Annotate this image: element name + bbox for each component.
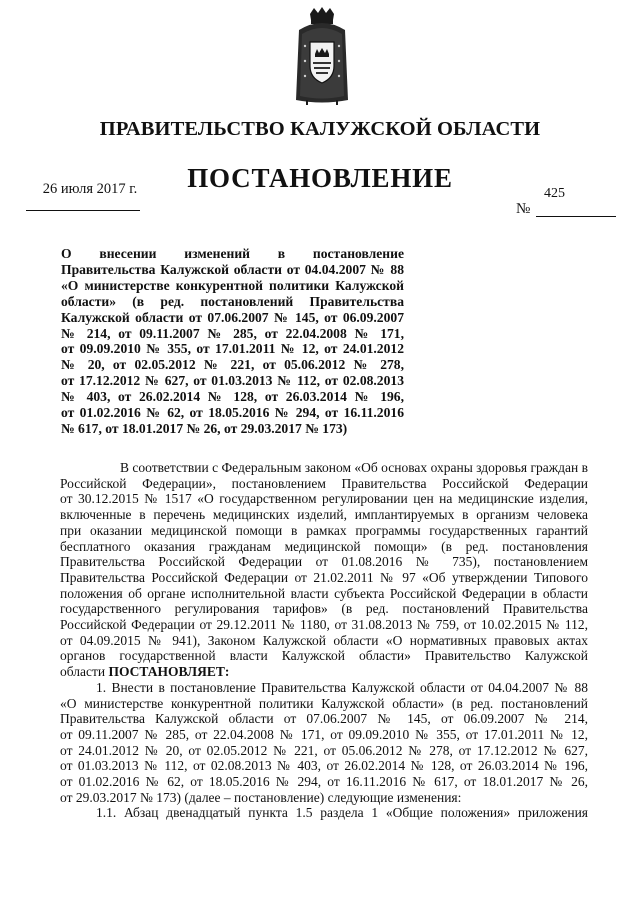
item-1-line: от 01.02.2016 № 62, от 18.05.2016 № 294, от 16.11.2016 № 617, от 18.01.2017 № 26,: [60, 774, 588, 790]
item-1-line: Правительства Калужской области от 07.06.2007 № 145, от 06.09.2007 № 214,: [60, 711, 588, 727]
subject-line: О внесении изменений в постановление: [61, 246, 404, 261]
preamble-line: бесплатного оказания гражданам медицинской помощи» (в ред. постановления: [60, 538, 588, 554]
date-underline: [26, 210, 140, 211]
number-underline: [536, 216, 616, 217]
coat-of-arms-emblem: [293, 6, 351, 106]
preamble-end-text: области: [60, 664, 106, 680]
item-1-line: 1. Внести в постановление Правительства Калужской области от 04.04.2007 № 88: [96, 679, 588, 695]
subject-line: № 617, от 18.01.2017 № 26, от 29.03.2017 № 173): [61, 420, 348, 436]
item-1-line: от 29.03.2017 № 173) (далее – постановление) следующие изменения:: [60, 789, 462, 805]
preamble-line: Правительства Российской Федерации от 21.02.2011 № 97 «Об утверждении Типового: [60, 569, 588, 585]
subject-line: № 20, от 02.05.2012 № 221, от 05.06.2012 № 278,: [61, 357, 404, 373]
preamble-line: Правительства Российской Федерации от 01.08.2016 № 735), постановлением: [60, 554, 588, 570]
item-1-line: от 09.11.2007 № 285, от 22.04.2008 № 171, от 09.09.2010 № 355, от 17.01.2011 № 12,: [60, 726, 588, 742]
preamble-line: положения об органе исполнительной власти субъекта Российской Федерации в области: [60, 585, 588, 601]
number-text: 425: [544, 186, 565, 201]
preamble-line: от 04.09.2015 № 941), Законом Калужской области «О нормативных правовых актах: [60, 632, 588, 648]
subject-line: № 403, от 26.02.2014 № 128, от 26.03.2014 № 196,: [61, 389, 404, 405]
government-title: ПРАВИТЕЛЬСТВО КАЛУЖСКОЙ ОБЛАСТИ: [99, 118, 541, 140]
preamble-line: Российской Федерации», постановлением Правительства Российской Федерации: [60, 475, 588, 491]
preamble-line: Российской Федерации от 29.12.2011 № 1180, от 31.08.2013 № 759, от 10.02.2015 № 112,: [60, 617, 588, 633]
subject-line: от 09.09.2010 № 355, от 17.01.2011 № 12, от 24.01.2012: [61, 341, 404, 357]
subject-line: от 01.02.2016 № 62, от 18.05.2016 № 294, от 16.11.2016: [61, 405, 404, 421]
document-type-title: ПОСТАНОВЛЕНИЕ: [187, 163, 453, 193]
preamble-line: В соответствии с Федеральным законом «Об основах охраны здоровья граждан в: [120, 460, 588, 475]
item-1-line: от 01.03.2013 № 112, от 02.08.2013 № 403, от 26.02.2014 № 128, от 26.03.2014 № 196,: [60, 758, 588, 774]
document-body: [60, 460, 588, 821]
document-date: [26, 181, 154, 211]
decree-word: ПОСТАНОВЛЯЕТ:: [108, 664, 230, 680]
subject-line: области» (в ред. постановлений Правительства: [61, 293, 404, 309]
number-sign: №: [516, 201, 531, 217]
subject-line: Калужской области от 07.06.2007 № 145, от 06.09.2007: [61, 309, 404, 325]
item-1-1-line: 1.1. Абзац двенадцатый пункта 1.5 раздела 1 «Общие положения» приложения: [96, 805, 588, 821]
subject-line: Правительства Калужской области от 04.04.2007 № 88: [61, 261, 404, 277]
preamble-line: при оказании медицинской помощи в рамках программы государственных гарантий: [60, 522, 588, 538]
date-text: 26 июля 2017 г.: [42, 181, 138, 197]
item-1-line: от 24.01.2012 № 20, от 02.05.2012 № 221, от 05.06.2012 № 278, от 17.12.2012 № 627,: [60, 742, 588, 758]
subject-line: № 214, от 09.11.2007 № 285, от 22.04.2008 № 171,: [61, 325, 404, 341]
subject-line: от 17.12.2012 № 627, от 01.03.2013 № 112, от 02.08.2013: [61, 373, 404, 389]
preamble-line: органов государственной власти Калужской области» Правительство Калужской: [60, 648, 588, 664]
preamble-line: включенные в перечень медицинских изделий, имплантируемых в организм человека: [60, 507, 588, 523]
preamble-line: государственного регулирования тарифов» (в ред. постановлений Правительства: [60, 601, 588, 617]
document-subject: [61, 246, 404, 437]
subject-line: «О министерстве конкурентной политики Калужской: [61, 277, 404, 293]
preamble-line: от 30.12.2015 № 1517 «О государственном регулировании цен на медицинские изделия,: [60, 491, 588, 507]
document-number: [516, 186, 616, 216]
item-1-line: «О министерстве конкурентной политики Калужской области» (в ред. постановлений: [60, 695, 588, 711]
preamble-final-line: [60, 664, 588, 680]
